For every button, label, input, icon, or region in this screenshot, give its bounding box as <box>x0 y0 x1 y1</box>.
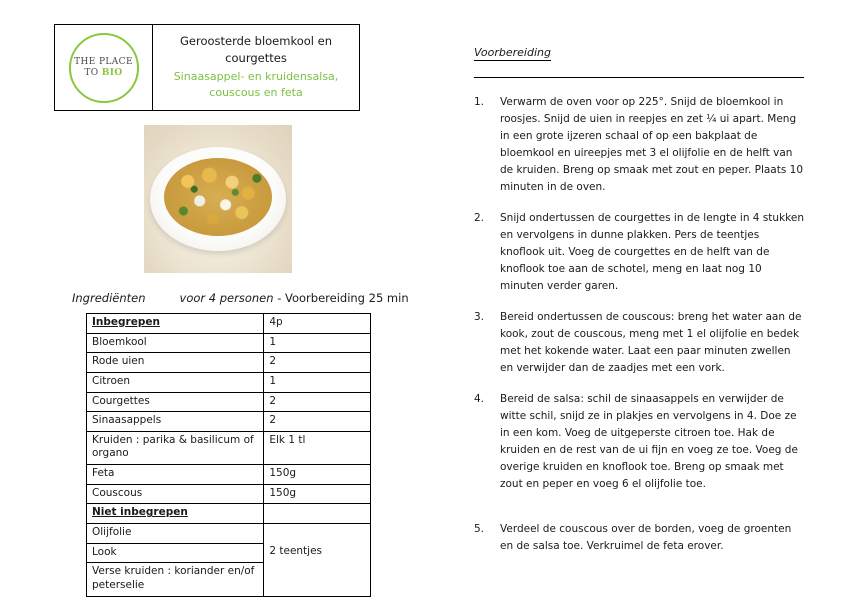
ingredient-name: Kruiden : parika & basilicum of organo <box>87 431 264 464</box>
step-number: 2. <box>474 212 485 224</box>
step-spacer <box>474 507 804 521</box>
table-row <box>87 543 371 563</box>
ingredient-qty: 2 <box>264 353 371 373</box>
preparation-title: Voorbereiding <box>474 46 551 59</box>
ingredient-qty: 2 <box>264 392 371 412</box>
step-number: 5. <box>474 523 485 535</box>
logo-line-2-bio: BIO <box>101 67 123 78</box>
logo-line-2 <box>84 68 122 78</box>
table-header-row <box>87 314 371 334</box>
table-row <box>87 333 371 353</box>
ingredient-qty: 2 teentjes <box>264 543 371 563</box>
not-included-qty-blank <box>264 504 371 524</box>
ingredient-qty: 150g <box>264 484 371 504</box>
table-header-servings: 4p <box>264 314 371 334</box>
table-row <box>87 484 371 504</box>
table-row <box>87 392 371 412</box>
step-text: Verdeel de couscous over de borden, voeg de groenten en de salsa toe. Verkruimel de feta erover. <box>500 523 792 552</box>
ingredient-name: Look <box>87 543 264 563</box>
ingredients-prep-time: - Voorbereiding 25 min <box>277 291 409 305</box>
ingredient-name: Rode uien <box>87 353 264 373</box>
table-row <box>87 563 371 596</box>
preparation-step <box>474 309 804 377</box>
ingredient-qty: 1 <box>264 333 371 353</box>
title-cell <box>153 25 360 111</box>
ingredient-qty: Elk 1 tl <box>264 431 371 464</box>
ingredient-name: Citroen <box>87 372 264 392</box>
table-row <box>87 353 371 373</box>
not-included-label: Niet inbegrepen <box>92 506 188 519</box>
step-text: Bereid ondertussen de couscous: breng het water aan de kook, zout de couscous, meng met 1 el olijfolie en bedek met het kokende water. Laat een paar minuten zwellen en verwijder dan de zaadjes met een vork. <box>500 311 802 374</box>
ingredient-name: Bloemkool <box>87 333 264 353</box>
step-text: Verwarm de oven voor op 225°. Snijd de bloemkool in roosjes. Snijd de uien in reepjes en zet ¼ ui apart. Meng in een grote ijzeren schaal of op een bakplaat de bloemkool en uireepjes met 3 el olijfolie en de helft van de kruiden. Breng op smaak met zout en peper. Plaats 10 minuten in de oven. <box>500 96 804 193</box>
ingredient-name: Feta <box>87 465 264 485</box>
column-gap <box>414 24 474 575</box>
step-number: 1. <box>474 96 485 108</box>
ingredients-table <box>86 313 371 597</box>
preparation-step <box>474 521 804 555</box>
recipe-title: Geroosterde bloemkool en courgettes <box>179 34 332 66</box>
preparation-step <box>474 210 804 295</box>
ingredient-qty-blank <box>264 524 371 544</box>
recipe-subtitle: Sinaasappel- en kruidensalsa, couscous en feta <box>173 69 339 99</box>
preparation-step <box>474 391 804 493</box>
recipe-header-box <box>54 24 360 111</box>
table-row <box>87 431 371 464</box>
table-row <box>87 524 371 544</box>
step-number: 4. <box>474 393 485 405</box>
recipe-photo <box>144 125 292 273</box>
ingredient-qty: 150g <box>264 465 371 485</box>
ingredient-name: Courgettes <box>87 392 264 412</box>
included-label: Inbegrepen <box>92 316 160 328</box>
left-column <box>46 24 414 591</box>
ingredient-name: Olijfolie <box>87 524 264 544</box>
logo-line-2-prefix: TO <box>84 67 102 78</box>
ingredient-name: Verse kruiden : koriander en/of peterselie <box>87 563 264 596</box>
preparation-divider <box>474 77 804 78</box>
table-header-not-included <box>87 504 264 524</box>
right-column <box>474 24 804 575</box>
ingredient-name: Couscous <box>87 484 264 504</box>
ingredient-name: Sinaasappels <box>87 412 264 432</box>
ingredient-qty-blank <box>264 563 371 596</box>
preparation-step <box>474 94 804 196</box>
page-columns <box>46 24 807 591</box>
table-row <box>87 465 371 485</box>
step-number: 3. <box>474 311 485 323</box>
brand-logo <box>69 33 139 103</box>
food-shape <box>164 158 272 236</box>
step-text: Snijd ondertussen de courgettes in de lengte in 4 stukken en vervolgens in dunne plakken. Pers de teentjes knoflook uit. Voeg de courgettes en de helft van de knoflook toe aan de schotel, meng en laat nog 10 minuten verder garen. <box>500 212 804 292</box>
table-row <box>87 372 371 392</box>
step-text: Bereid de salsa: schil de sinaasappels en verwijder de witte schil, snijd ze in plakjes en vervolgens in 4. Doe ze in een kom. Voeg de uitgeperste citroen toe. Hak de kruiden en de rest van de ui fijn en voeg ze toe. Voeg de overige kruiden en knoflook toe. Breng op smaak met zout en peper en voeg 6 el olijfolie toe. <box>500 393 798 490</box>
ingredients-label: Ingrediënten <box>72 291 146 305</box>
ingredient-qty: 1 <box>264 372 371 392</box>
ingredient-qty: 2 <box>264 412 371 432</box>
logo-line-1: THE PLACE <box>74 57 133 68</box>
table-row <box>87 412 371 432</box>
ingredients-heading <box>72 291 414 305</box>
logo-cell <box>55 25 153 111</box>
table-header-included <box>87 314 264 334</box>
table-section-row <box>87 504 371 524</box>
ingredients-servings: voor 4 personen <box>179 291 274 305</box>
